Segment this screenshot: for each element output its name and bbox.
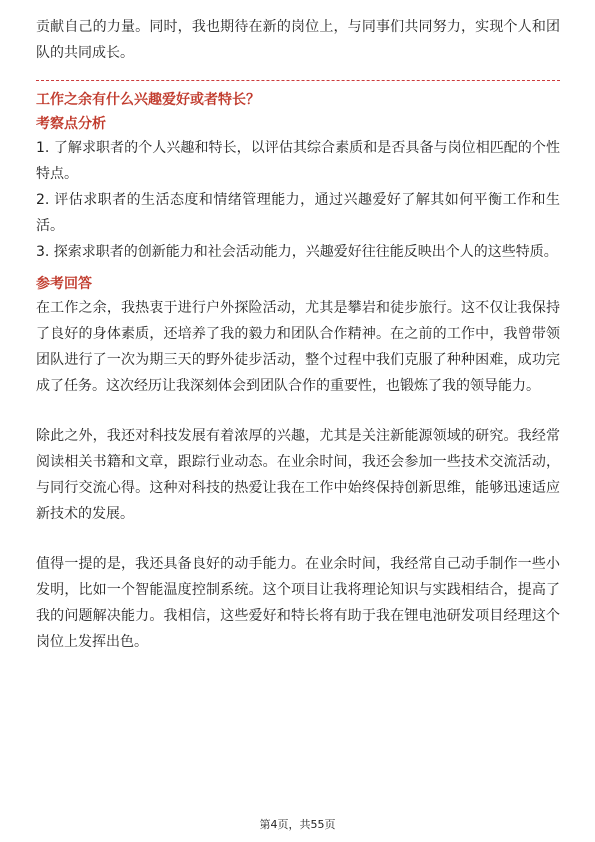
analysis-title: 考察点分析 xyxy=(36,116,106,132)
spacer xyxy=(36,527,560,551)
spacer xyxy=(36,265,560,273)
analysis-item: 2. 评估求职者的生活态度和情绪管理能力，通过兴趣爱好了解其如何平衡工作和生活。 xyxy=(36,192,560,234)
answer-paragraph: 值得一提的是，我还具备良好的动手能力。在业余时间，我经常自己动手制作一些小发明，比如一个智能温度控制系统。这个项目让我将理论知识与实践相结合，提高了我的问题解决能力。我相信，这些爱好和特长将有助于我在锂电池研发项目经理这个岗位上发挥出色。 xyxy=(36,556,560,650)
page-number: 第4页，共55页 xyxy=(259,818,336,831)
analysis-item: 3. 探索求职者的创新能力和社会活动能力，兴趣爱好往往能反映出个人的这些特质。 xyxy=(36,244,558,260)
analysis-item: 1. 了解求职者的个人兴趣和特长，以评估其综合素质和是否具备与岗位相匹配的个性特点。 xyxy=(36,140,560,182)
answer-paragraph: 在工作之余，我热衷于进行户外探险活动，尤其是攀岩和徒步旅行。这不仅让我保持了良好的身体素质，还培养了我的毅力和团队合作精神。在之前的工作中，我曾带领团队进行了一次为期三天的野外徒步活动，整个过程中我们克服了种种困难，成功完成了任务。这次经历让我深刻体会到团队合作的重要性，也锻炼了我的领导能力。 xyxy=(36,300,560,394)
intro-paragraph: 贡献自己的力量。同时，我也期待在新的岗位上，与同事们共同努力，实现个人和团队的共同成长。 xyxy=(36,19,560,61)
section-divider xyxy=(36,80,560,81)
document-page xyxy=(36,14,560,655)
spacer xyxy=(36,399,560,423)
answer-title: 参考回答 xyxy=(36,276,92,292)
question-heading: 工作之余有什么兴趣爱好或者特长？ xyxy=(36,92,260,108)
answer-paragraph: 除此之外，我还对科技发展有着浓厚的兴趣，尤其是关注新能源领域的研究。我经常阅读相关书籍和文章，跟踪行业动态。在业余时间，我还会参加一些技术交流活动，与同行交流心得。这种对科技的热爱让我在工作中始终保持创新思维，能够迅速适应新技术的发展。 xyxy=(36,428,560,522)
